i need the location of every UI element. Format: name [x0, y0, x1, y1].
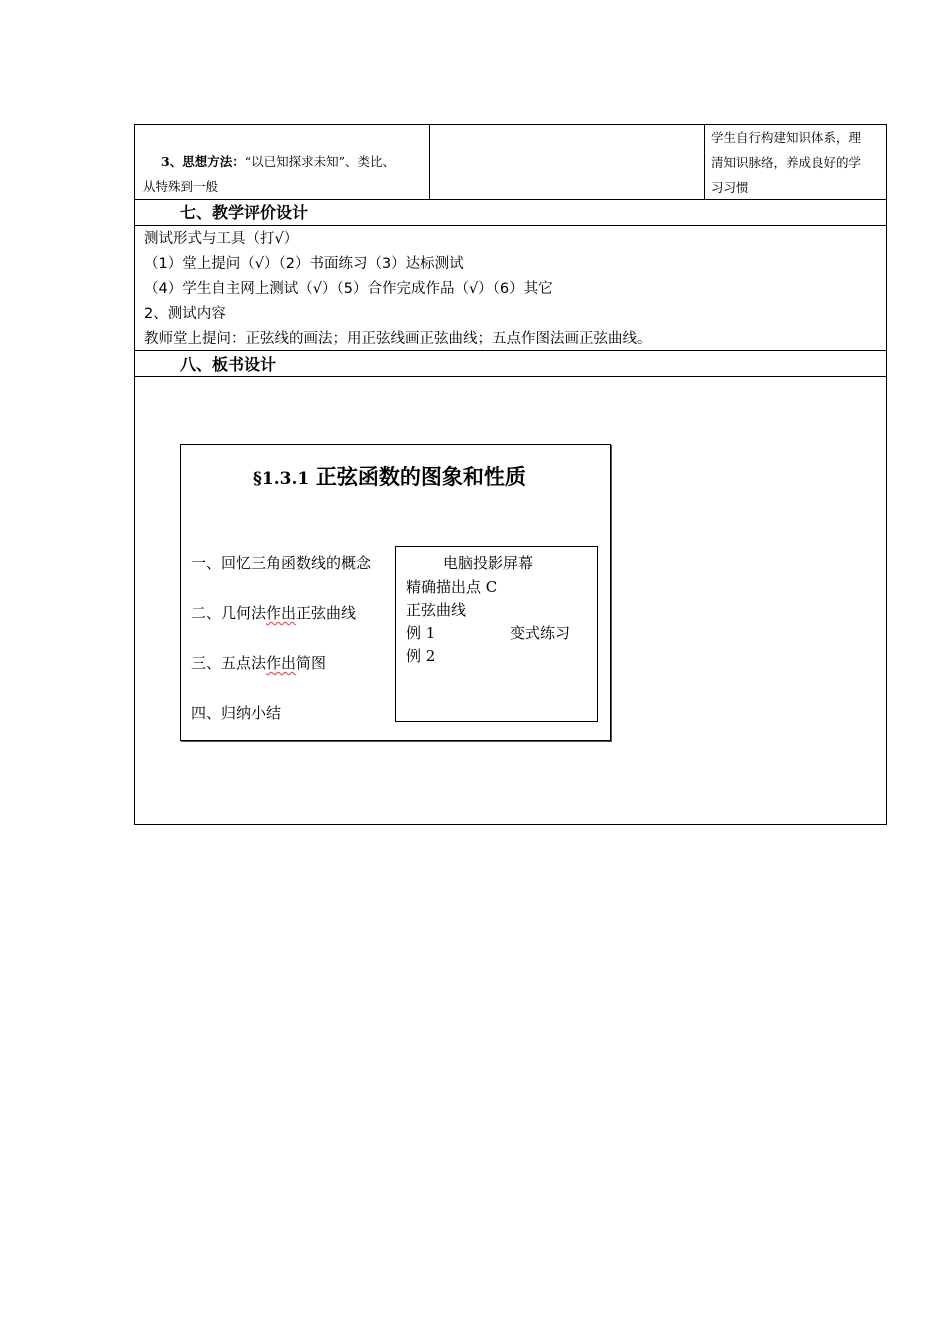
test-form-title: 测试形式与工具（打√） [144, 231, 299, 247]
screen-line-4: 例 2 [406, 647, 436, 665]
screen-line-2: 正弦曲线 [406, 601, 467, 619]
method-text-1: “以已知探求未知”、类比、 [244, 154, 395, 169]
method-label: 3、思想方法： [161, 154, 245, 169]
board-item-3-post: 简图 [296, 654, 327, 672]
test-content-title: 2、测试内容 [144, 306, 226, 322]
table-left-border [134, 124, 135, 825]
outcome-line-3: 习习惯 [711, 180, 749, 195]
outcome-cell [711, 125, 885, 200]
board-item-2-pre: 二、几何法 [191, 604, 267, 622]
board-item-1: 一、回忆三角函数线的概念 [191, 554, 372, 572]
board-item-3 [191, 651, 326, 675]
board-item-2 [191, 601, 356, 625]
section8-heading: 八、板书设计 [180, 355, 277, 374]
table-right-border [886, 124, 887, 825]
board-item-2-wavy: 作出 [266, 604, 297, 622]
method-text-2: 从特殊到一般 [143, 179, 219, 194]
table-bottom-border [134, 824, 887, 825]
board-item-3-pre: 三、五点法 [191, 654, 267, 672]
col-divider-2 [704, 124, 705, 200]
board-item-2-post: 正弦曲线 [296, 604, 357, 622]
section7-heading: 七、教学评价设计 [180, 203, 309, 222]
board-title [253, 462, 526, 494]
board-item-4: 四、归纳小结 [191, 704, 282, 722]
board-title-text: 正弦函数的图象和性质 [315, 465, 526, 489]
board-title-number: §1.3.1 [253, 469, 310, 489]
section7-body [144, 227, 884, 352]
outcome-line-2: 清知识脉络，养成良好的学 [711, 155, 862, 170]
outcome-line-1: 学生自行构建知识体系，理 [711, 130, 862, 145]
test-content-text: 教师堂上提问：正弦线的画法；用正弦线画正弦曲线；五点作图法画正弦曲线。 [144, 331, 652, 347]
method-cell [143, 149, 427, 199]
screen-line-3-right: 变式练习 [510, 624, 571, 642]
test-form-options-2: （4）学生自主网上测试（√）（5）合作完成作品（√）（6）其它 [144, 281, 553, 297]
test-form-options-1: （1）堂上提问（√）（2）书面练习（3）达标测试 [144, 256, 464, 272]
screen-line-1: 精确描出点 C [406, 578, 498, 596]
col-divider-1 [429, 124, 430, 200]
screen-title: 电脑投影屏幕 [443, 554, 534, 572]
screen-line-3: 例 1 [406, 624, 436, 642]
row-divider-2 [134, 225, 887, 226]
board-item-3-wavy: 作出 [266, 654, 297, 672]
